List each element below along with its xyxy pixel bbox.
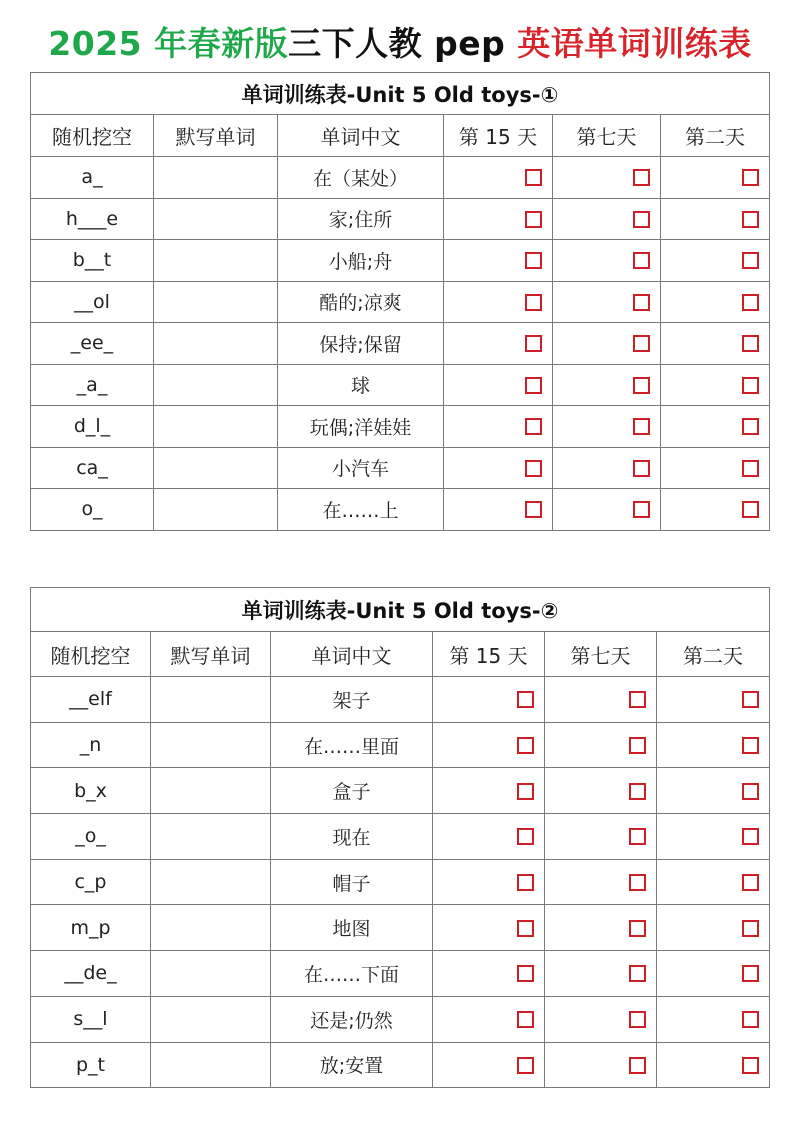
day15-cell: [433, 722, 545, 768]
day15-cell: [433, 1042, 545, 1088]
blank-word-cell: h___e: [31, 198, 154, 240]
day2-cell: [657, 1042, 770, 1088]
blank-word-cell: __de_: [31, 951, 151, 997]
dictation-cell[interactable]: [151, 996, 271, 1042]
meaning-cell: 酷的;凉爽: [278, 281, 444, 323]
day2-checkbox[interactable]: [742, 418, 759, 435]
blank-word-cell: a_: [31, 157, 154, 199]
day7-cell: [553, 157, 661, 199]
day15-checkbox[interactable]: [525, 418, 542, 435]
day2-cell: [661, 447, 770, 489]
day2-cell: [661, 157, 770, 199]
table-caption: 单词训练表-Unit 5 Old toys-②: [31, 588, 770, 632]
blank-word-cell: __ol: [31, 281, 154, 323]
table-row: [31, 157, 770, 199]
day2-cell: [657, 951, 770, 997]
day7-checkbox[interactable]: [629, 737, 646, 754]
day2-checkbox[interactable]: [742, 211, 759, 228]
meaning-cell: 现在: [271, 814, 433, 860]
table-row: [31, 859, 770, 905]
blank-word-cell: _n: [31, 722, 151, 768]
day2-checkbox[interactable]: [742, 1011, 759, 1028]
blank-word-cell: d_l_: [31, 406, 154, 448]
dictation-cell[interactable]: [154, 281, 278, 323]
day15-cell: [444, 406, 553, 448]
meaning-cell: 放;安置: [271, 1042, 433, 1088]
day7-checkbox[interactable]: [633, 335, 650, 352]
dictation-cell[interactable]: [151, 722, 271, 768]
day7-cell: [553, 281, 661, 323]
day7-cell: [553, 364, 661, 406]
word-table-2: [30, 587, 770, 1088]
day7-checkbox[interactable]: [629, 1057, 646, 1074]
day15-checkbox[interactable]: [517, 1057, 534, 1074]
blank-word-cell: b_x: [31, 768, 151, 814]
table-row: [31, 1042, 770, 1088]
day15-checkbox[interactable]: [525, 460, 542, 477]
day7-checkbox[interactable]: [633, 211, 650, 228]
day2-cell: [661, 323, 770, 365]
blank-word-cell: c_p: [31, 859, 151, 905]
table-row: [31, 489, 770, 531]
day15-cell: [444, 240, 553, 282]
day2-checkbox[interactable]: [742, 335, 759, 352]
table-row: [31, 447, 770, 489]
day15-checkbox[interactable]: [517, 1011, 534, 1028]
day2-cell: [661, 406, 770, 448]
day2-cell: [657, 814, 770, 860]
title-topic: 英语单词训练表: [517, 24, 752, 63]
day7-cell: [545, 859, 657, 905]
title-grade: 三下人教 pep: [288, 24, 518, 63]
meaning-cell: 地图: [271, 905, 433, 951]
day15-cell: [444, 198, 553, 240]
column-header-day2: 第二天: [657, 632, 770, 677]
table-row: [31, 722, 770, 768]
day2-checkbox[interactable]: [742, 252, 759, 269]
meaning-cell: 在（某处）: [278, 157, 444, 199]
dictation-cell[interactable]: [151, 951, 271, 997]
day7-cell: [545, 1042, 657, 1088]
day7-cell: [545, 814, 657, 860]
day15-checkbox[interactable]: [525, 169, 542, 186]
day2-cell: [657, 905, 770, 951]
dictation-cell[interactable]: [154, 240, 278, 282]
day15-cell: [433, 905, 545, 951]
day2-checkbox[interactable]: [742, 737, 759, 754]
day2-cell: [661, 489, 770, 531]
day7-checkbox[interactable]: [633, 418, 650, 435]
day7-cell: [553, 447, 661, 489]
day2-checkbox[interactable]: [742, 501, 759, 518]
day2-checkbox[interactable]: [742, 783, 759, 800]
page-title: [0, 18, 800, 65]
day7-checkbox[interactable]: [629, 920, 646, 937]
day15-cell: [444, 323, 553, 365]
column-header-blank: 随机挖空: [31, 632, 151, 677]
meaning-cell: 小汽车: [278, 447, 444, 489]
day7-checkbox[interactable]: [629, 828, 646, 845]
day7-cell: [553, 240, 661, 282]
meaning-cell: 帽子: [271, 859, 433, 905]
day7-checkbox[interactable]: [633, 377, 650, 394]
table-row: [31, 406, 770, 448]
column-header-day7: 第七天: [553, 115, 661, 157]
dictation-cell[interactable]: [154, 157, 278, 199]
day2-cell: [657, 677, 770, 723]
day2-cell: [661, 198, 770, 240]
table-row: [31, 323, 770, 365]
day2-cell: [657, 768, 770, 814]
day2-cell: [661, 281, 770, 323]
day7-checkbox[interactable]: [629, 783, 646, 800]
dictation-cell[interactable]: [151, 677, 271, 723]
day15-checkbox[interactable]: [525, 335, 542, 352]
blank-word-cell: __elf: [31, 677, 151, 723]
column-header-day7: 第七天: [545, 632, 657, 677]
blank-word-cell: _ee_: [31, 323, 154, 365]
table-row: [31, 905, 770, 951]
table-row: [31, 768, 770, 814]
meaning-cell: 家;住所: [278, 198, 444, 240]
table-row: [31, 198, 770, 240]
blank-word-cell: m_p: [31, 905, 151, 951]
day7-cell: [545, 996, 657, 1042]
blank-word-cell: b__t: [31, 240, 154, 282]
meaning-cell: 架子: [271, 677, 433, 723]
dictation-cell[interactable]: [151, 905, 271, 951]
day2-checkbox[interactable]: [742, 460, 759, 477]
day15-checkbox[interactable]: [525, 252, 542, 269]
day15-checkbox[interactable]: [517, 737, 534, 754]
day15-cell: [444, 157, 553, 199]
column-header-dictation: 默写单词: [154, 115, 278, 157]
blank-word-cell: _a_: [31, 364, 154, 406]
table-row: [31, 281, 770, 323]
day7-cell: [553, 323, 661, 365]
day15-checkbox[interactable]: [517, 828, 534, 845]
meaning-cell: 在……下面: [271, 951, 433, 997]
column-header-blank: 随机挖空: [31, 115, 154, 157]
dictation-cell[interactable]: [151, 859, 271, 905]
day2-cell: [657, 996, 770, 1042]
day2-checkbox[interactable]: [742, 920, 759, 937]
day7-checkbox[interactable]: [629, 691, 646, 708]
meaning-cell: 玩偶;洋娃娃: [278, 406, 444, 448]
day7-checkbox[interactable]: [633, 460, 650, 477]
day7-cell: [553, 489, 661, 531]
blank-word-cell: p_t: [31, 1042, 151, 1088]
day7-cell: [545, 905, 657, 951]
table-row: [31, 677, 770, 723]
day15-checkbox[interactable]: [517, 783, 534, 800]
table-caption: 单词训练表-Unit 5 Old toys-①: [31, 73, 770, 115]
day15-cell: [433, 814, 545, 860]
day15-cell: [433, 951, 545, 997]
day7-cell: [553, 198, 661, 240]
meaning-cell: 小船;舟: [278, 240, 444, 282]
day2-cell: [657, 859, 770, 905]
day15-cell: [433, 996, 545, 1042]
day2-cell: [661, 240, 770, 282]
blank-word-cell: _o_: [31, 814, 151, 860]
dictation-cell[interactable]: [151, 814, 271, 860]
column-header-day15: 第 15 天: [444, 115, 553, 157]
day7-checkbox[interactable]: [633, 294, 650, 311]
column-header-day2: 第二天: [661, 115, 770, 157]
day2-checkbox[interactable]: [742, 1057, 759, 1074]
dictation-cell[interactable]: [154, 323, 278, 365]
meaning-cell: 还是;仍然: [271, 996, 433, 1042]
dictation-cell[interactable]: [151, 768, 271, 814]
day15-cell: [433, 768, 545, 814]
dictation-cell[interactable]: [154, 364, 278, 406]
day2-checkbox[interactable]: [742, 965, 759, 982]
blank-word-cell: o_: [31, 489, 154, 531]
day15-checkbox[interactable]: [525, 501, 542, 518]
day15-checkbox[interactable]: [525, 294, 542, 311]
day7-cell: [553, 406, 661, 448]
dictation-cell[interactable]: [154, 406, 278, 448]
meaning-cell: 在……上: [278, 489, 444, 531]
dictation-cell[interactable]: [154, 198, 278, 240]
meaning-cell: 保持;保留: [278, 323, 444, 365]
table-row: [31, 996, 770, 1042]
day15-cell: [433, 859, 545, 905]
day2-checkbox[interactable]: [742, 874, 759, 891]
day7-checkbox[interactable]: [629, 965, 646, 982]
day15-checkbox[interactable]: [517, 691, 534, 708]
column-header-meaning: 单词中文: [278, 115, 444, 157]
meaning-cell: 盒子: [271, 768, 433, 814]
day15-checkbox[interactable]: [517, 874, 534, 891]
table-row: [31, 240, 770, 282]
day7-cell: [545, 951, 657, 997]
day2-checkbox[interactable]: [742, 169, 759, 186]
column-header-day15: 第 15 天: [433, 632, 545, 677]
column-header-dictation: 默写单词: [151, 632, 271, 677]
day7-cell: [545, 722, 657, 768]
dictation-cell[interactable]: [154, 447, 278, 489]
day2-checkbox[interactable]: [742, 377, 759, 394]
blank-word-cell: s__l: [31, 996, 151, 1042]
word-table-1: [30, 72, 770, 531]
dictation-cell[interactable]: [151, 1042, 271, 1088]
day7-checkbox[interactable]: [633, 501, 650, 518]
day7-checkbox[interactable]: [633, 252, 650, 269]
day2-checkbox[interactable]: [742, 294, 759, 311]
day15-checkbox[interactable]: [517, 920, 534, 937]
day15-cell: [444, 447, 553, 489]
day2-cell: [657, 722, 770, 768]
table-row: [31, 364, 770, 406]
day15-cell: [433, 677, 545, 723]
meaning-cell: 球: [278, 364, 444, 406]
day15-cell: [444, 364, 553, 406]
day7-cell: [545, 768, 657, 814]
dictation-cell[interactable]: [154, 489, 278, 531]
day15-cell: [444, 489, 553, 531]
day2-cell: [661, 364, 770, 406]
table-row: [31, 814, 770, 860]
day7-checkbox[interactable]: [629, 874, 646, 891]
day2-checkbox[interactable]: [742, 691, 759, 708]
column-header-meaning: 单词中文: [271, 632, 433, 677]
day15-cell: [444, 281, 553, 323]
meaning-cell: 在……里面: [271, 722, 433, 768]
blank-word-cell: ca_: [31, 447, 154, 489]
day7-checkbox[interactable]: [629, 1011, 646, 1028]
day15-checkbox[interactable]: [525, 211, 542, 228]
day15-checkbox[interactable]: [517, 965, 534, 982]
day15-checkbox[interactable]: [525, 377, 542, 394]
day7-checkbox[interactable]: [633, 169, 650, 186]
table-row: [31, 951, 770, 997]
title-year: 2025 年春新版: [48, 24, 289, 63]
day2-checkbox[interactable]: [742, 828, 759, 845]
day7-cell: [545, 677, 657, 723]
